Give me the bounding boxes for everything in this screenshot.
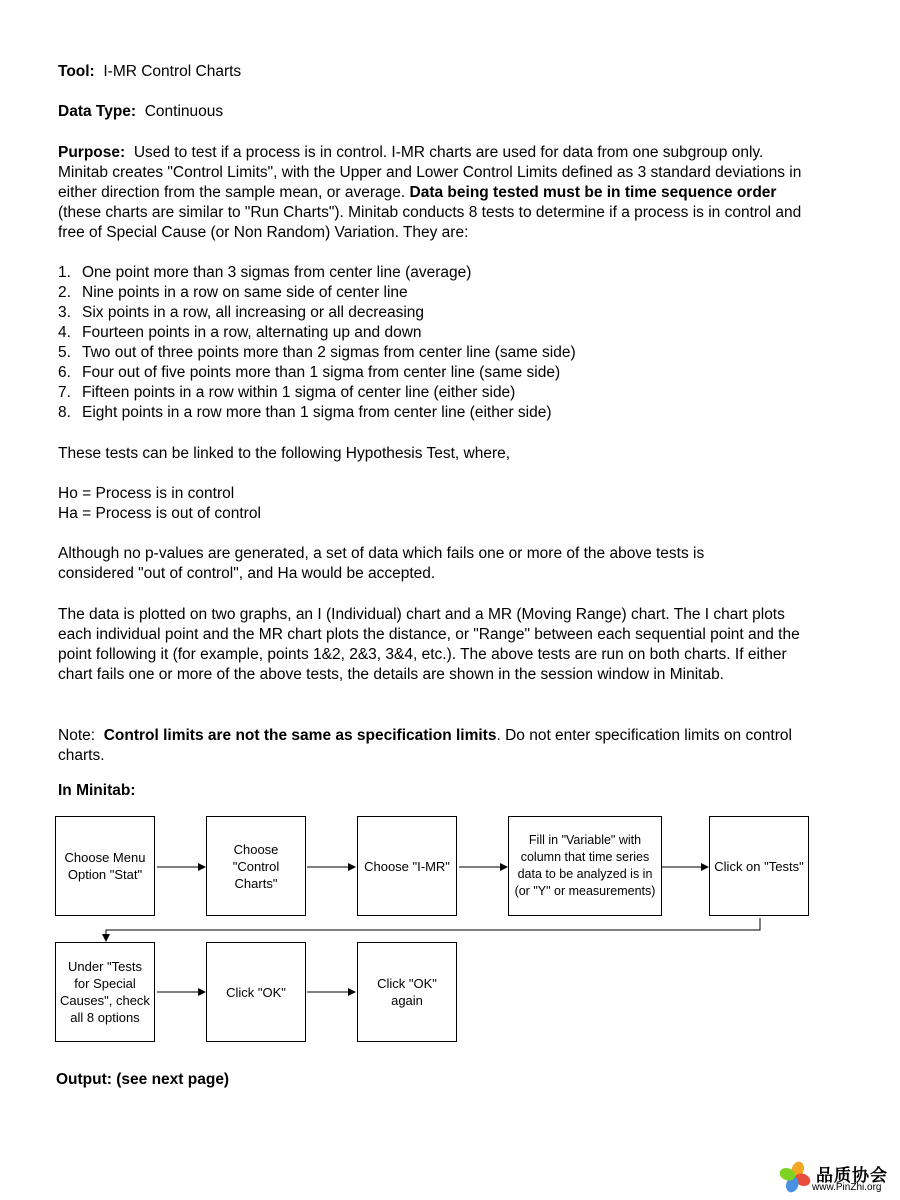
flow-step-stat: Choose Menu Option "Stat" <box>55 816 155 916</box>
flow-step-imr: Choose "I-MR" <box>357 816 457 916</box>
data-type-value: Continuous <box>144 103 224 120</box>
flow-step-ok: Click "OK" <box>206 942 306 1042</box>
logo-url: www.PinZhi.org <box>812 1182 882 1193</box>
list-item: 5. Two out of three points more than 2 sigmas from center line (same side) <box>58 344 576 361</box>
flow-step-ok-again: Click "OK" again <box>357 942 457 1042</box>
flow-step-tests: Click on "Tests" <box>709 816 809 916</box>
list-item: 4. Fourteen points in a row, alternating up and down <box>58 324 422 341</box>
logo-name: 品质协会 <box>816 1166 888 1185</box>
purpose-text-1: Used to test if a process is in control. I-MR charts are used for data from one subgroup only. Minitab creates "Control Limits", with the Upper and Lower Control Limits defined as 3 standard deviations in either direction from the sample mean, or average. <box>58 144 802 201</box>
list-item: 7. Fifteen points in a row within 1 sigma of center line (either side) <box>58 384 516 401</box>
pvalues-paragraph: Although no p-values are generated, a set of data which fails one or more of the above tests is considered "out of control", and Ha would be accepted. <box>58 545 705 582</box>
output-line: Output: (see next page) <box>56 1071 230 1088</box>
plot-paragraph: The data is plotted on two graphs, an I (Individual) chart and a MR (Moving Range) chart. The I chart plots each individual point and the MR chart plots the distance, or "Range" between each sequential point and the point following it (for example, points 1&2, 2&3, 3&4, etc.). The above tests are run on both charts. If either chart fails one or more of the above tests, the details are shown in the session window in Minitab. <box>58 606 800 683</box>
hypothesis-intro: These tests can be linked to the following Hypothesis Test, where, <box>58 445 511 462</box>
list-item: 8. Eight points in a row more than 1 sigma from center line (either side) <box>58 404 552 421</box>
pinwheel-icon <box>778 1160 812 1194</box>
minitab-heading: In Minitab: <box>58 782 136 799</box>
tool-value: I-MR Control Charts <box>103 63 242 80</box>
flow-step-special-causes: Under "Tests for Special Causes", check all 8 options <box>55 942 155 1042</box>
data-type-label: Data Type: <box>58 103 137 120</box>
note-text: . Do not enter specification limits on control charts. <box>58 727 792 764</box>
note-bold: Control limits are not the same as specification limits <box>103 727 497 744</box>
ha-line: Ha = Process is out of control <box>58 505 261 522</box>
flow-step-control-charts: Choose "Control Charts" <box>206 816 306 916</box>
list-item: 6. Four out of five points more than 1 sigma from center line (same side) <box>58 364 561 381</box>
purpose-label: Purpose: <box>58 144 126 161</box>
ho-line: Ho = Process is in control <box>58 485 235 502</box>
list-item: 1. One point more than 3 sigmas from center line (average) <box>58 264 472 281</box>
note-label: Note: <box>58 727 96 744</box>
list-item: 2. Nine points in a row on same side of center line <box>58 284 408 301</box>
arrow-5-6 <box>106 918 760 941</box>
purpose-text-2: (these charts are similar to "Run Charts"). Minitab conducts 8 tests to determine if a process is in control and free of Special Cause (or Non Random) Variation. They are: <box>58 204 802 241</box>
tool-label: Tool: <box>58 63 95 80</box>
flow-step-variable: Fill in "Variable" with column that time series data to be analyzed is in (or "Y" or measurements) <box>508 816 662 916</box>
pinzhi-logo <box>778 1160 898 1196</box>
list-item: 3. Six points in a row, all increasing or all decreasing <box>58 304 425 321</box>
purpose-bold: Data being tested must be in time sequence order <box>409 184 777 201</box>
